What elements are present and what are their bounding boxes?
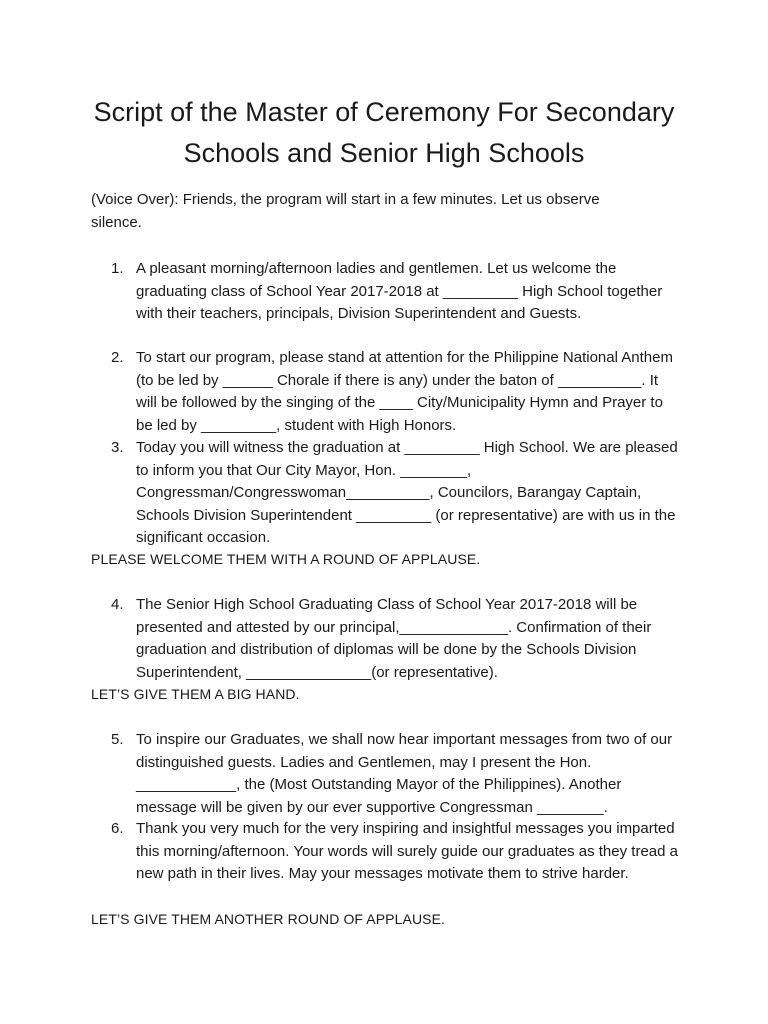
list-item-6 xyxy=(91,818,691,886)
list-item-text: The Senior High School Graduating Class of School Year 2017-2018 will be presented and attested by our principal,_____________. Confirmation of their graduation and distribution of diplomas will be done by the Schools Division Superintendent, _______________(or representative). xyxy=(136,596,652,681)
list-item-number: 4. xyxy=(111,596,124,613)
document-title-line-1: Script of the Master of Ceremony For Secondary xyxy=(93,97,675,127)
list-item-number: 1. xyxy=(111,260,124,277)
list-item-3 xyxy=(91,437,691,550)
list-item-text: To inspire our Graduates, we shall now hear important messages from two of our distinguished guests. Ladies and Gentlemen, may I present the Hon. ____________, the (Most Outstanding Mayor of the Philippines). Another message will be given by our ever supportive Congressman ________. xyxy=(136,731,673,816)
document-title-line-2: Schools and Senior High Schools xyxy=(183,138,585,168)
applause-cue-1: PLEASE WELCOME THEM WITH A ROUND OF APPLAUSE. xyxy=(91,551,481,567)
document-title xyxy=(60,92,708,174)
list-item-number: 2. xyxy=(111,349,124,366)
list-item-5 xyxy=(91,729,691,819)
list-item-1 xyxy=(91,258,691,326)
list-item-4 xyxy=(91,594,691,684)
list-item-text: Today you will witness the graduation at _________ High School. We are pleased to inform you that Our City Mayor, Hon. ________, Congressman/Congresswoman__________, Councilors, Barangay Captain, Schools Division Superintendent _________ (or representative) are with us in the significant occasion. xyxy=(136,439,678,547)
applause-cue-2: LET’S GIVE THEM A BIG HAND. xyxy=(91,686,300,702)
list-item-text: To start our program, please stand at attention for the Philippine National Anthem (to be led by ______ Chorale if there is any) under the baton of __________. It will be followed by the singing of the ____ City/Municipality Hymn and Prayer to be led by _________, student with High Honors. xyxy=(136,349,673,434)
list-item-2 xyxy=(91,347,691,437)
list-item-number: 5. xyxy=(111,731,124,748)
applause-cue-3: LET’S GIVE THEM ANOTHER ROUND OF APPLAUSE. xyxy=(91,911,446,927)
list-item-number: 6. xyxy=(111,820,124,837)
list-item-number: 3. xyxy=(111,439,124,456)
list-item-text: A pleasant morning/afternoon ladies and gentlemen. Let us welcome the graduating class of School Year 2017-2018 at _________ High School together with their teachers, principals, Division Superintendent and Guests. xyxy=(136,260,663,323)
voice-over-paragraph: (Voice Over): Friends, the program will start in a few minutes. Let us observe silence. xyxy=(91,191,600,231)
list-item-text: Thank you very much for the very inspiring and insightful messages you imparted this morning/afternoon. Your words will surely guide our graduates as they tread a new path in their lives. May your messages motivate them to strive harder. xyxy=(136,820,678,883)
